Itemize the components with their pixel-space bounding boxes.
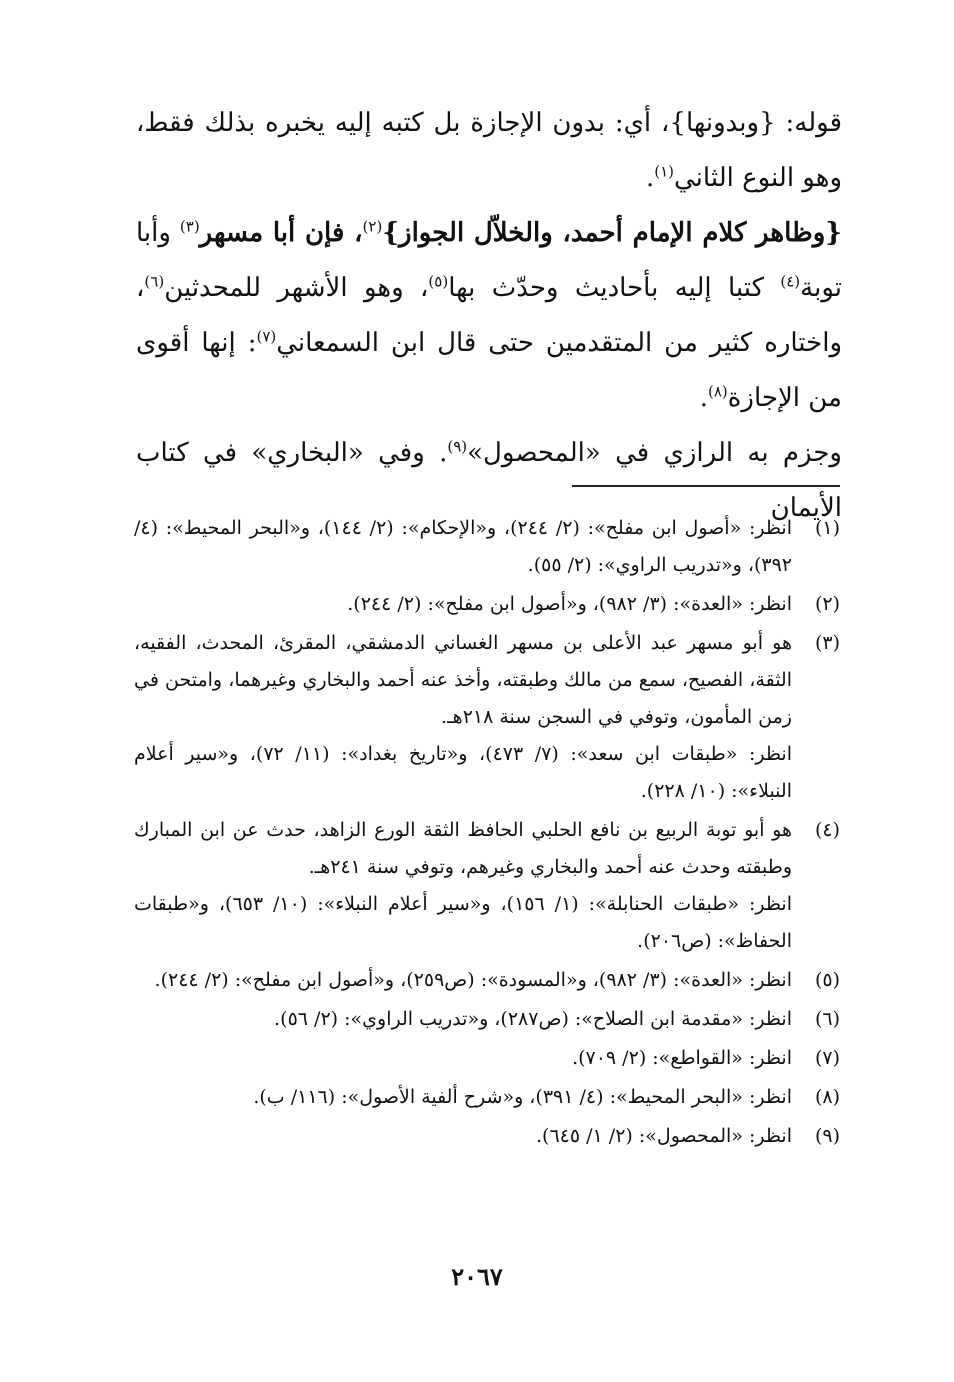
p2-d: ، وهو الأشهر للمحدثين	[164, 273, 429, 303]
footnote-number: (١)	[814, 517, 840, 539]
footnote-ref-8[interactable]: (٨)	[708, 382, 728, 401]
footnote-ref-4[interactable]: (٤)	[780, 272, 801, 291]
footnote-ref-7[interactable]: (٧)	[256, 327, 277, 346]
p2-f: : إنها أقوى من الإجازة	[136, 328, 842, 413]
footnote-item	[134, 1040, 840, 1077]
footnote-ref-2[interactable]: (٢)	[362, 217, 383, 236]
main-text	[136, 96, 842, 536]
footnote-number: (٩)	[814, 1125, 840, 1147]
footnote-number: (٣)	[814, 632, 840, 654]
footnote-item	[134, 1118, 840, 1155]
footnote-text: انظر: «العدة»: (٣/ ٩٨٢)، و«أصول ابن مفلح»: (٢/ ٢٤٤).	[347, 593, 792, 615]
footnote-item	[134, 625, 840, 810]
footnote-number: (٨)	[814, 1086, 840, 1108]
footnote-text: انظر: «البحر المحيط»: (٤/ ٣٩١)، و«شرح ألفية الأصول»: (١١٦/ ب).	[253, 1086, 792, 1108]
footnote-ref-3[interactable]: (٣)	[179, 217, 200, 236]
footnote-sources: انظر: «طبقات ابن سعد»: (٧/ ٤٧٣)، و«تاريخ بغداد»: (١١/ ٧٢)، و«سير أعلام النبلاء»: (١٠/ ٢٢٨).	[134, 743, 792, 802]
footnote-separator	[572, 485, 840, 487]
footnote-item	[134, 1079, 840, 1116]
p1-line1: قوله: {وبدونها}، أي: بدون الإجازة بل كتبه إليه يخبره بذلك فقط،	[136, 108, 842, 138]
p2-g: .	[699, 383, 708, 413]
p1-line2: وهو النوع الثاني	[674, 163, 842, 193]
footnote-text: انظر: «القواطع»: (٢/ ٧٠٩).	[572, 1047, 792, 1069]
footnote-sources: انظر: «طبقات الحنابلة»: (١/ ١٥٦)، و«سير أعلام النبلاء»: (١٠/ ٦٥٣)، و«طبقات الحفاظ»: (ص٢٠٦).	[134, 893, 792, 952]
footnote-number: (٦)	[814, 1008, 840, 1030]
paragraph-2	[136, 206, 842, 426]
footnote-text: هو أبو مسهر عبد الأعلى بن مسهر الغساني الدمشقي، المقرئ، المحدث، الفقيه، الثقة، الفصيح، سمع من مالك وطبقته، وأخذ عنه أحمد والبخاري وغيرهما، وامتحن في زمن المأمون، وتوفي في السجن سنة ٢١٨هـ.	[134, 632, 792, 728]
footnote-ref-5[interactable]: (٥)	[428, 272, 449, 291]
footnote-number: (٤)	[814, 819, 840, 841]
footnote-ref-1[interactable]: (١)	[654, 162, 675, 181]
footnotes	[134, 510, 840, 1157]
footnote-text: انظر: «العدة»: (٣/ ٩٨٢)، و«المسودة»: (ص٢٥٩)، و«أصول ابن مفلح»: (٢/ ٢٤٤).	[154, 969, 792, 991]
p2-c: كتبا إليه بأحاديث وحدّث بها	[448, 273, 781, 303]
footnote-item	[134, 586, 840, 623]
footnote-text: انظر: «مقدمة ابن الصلاح»: (ص٢٨٧)، و«تدريب الراوي»: (٢/ ٥٦).	[274, 1008, 792, 1030]
quoted-text: {وظاهر كلام الإمام أحمد، والخلاّل الجواز}	[382, 218, 843, 248]
footnote-text: هو أبو توبة الربيع بن نافع الحلبي الحافظ الثقة الورع الزاهد، حدث عن ابن المبارك وطبقته وحدث عنه أحمد والبخاري وغيرهم، وتوفي سنة ٢٤١هـ.	[134, 819, 792, 878]
page-number: ٢٠٦٧	[451, 1262, 503, 1291]
footnote-number: (٥)	[814, 969, 840, 991]
footnote-number: (٢)	[814, 593, 840, 615]
p2-b: وأبا توبة	[136, 218, 842, 303]
p2-a: ، فإن أبا مسهر	[199, 218, 363, 248]
footnote-number: (٧)	[814, 1047, 840, 1069]
footnote-item	[134, 962, 840, 999]
footnote-text: انظر: «المحصول»: (٢/ ١/ ٦٤٥).	[535, 1125, 792, 1147]
p2-e: ، واختاره كثير من المتقدمين حتى قال ابن السمعاني	[136, 273, 842, 358]
footnote-item	[134, 1001, 840, 1038]
p1-end: .	[645, 163, 655, 193]
footnote-ref-9[interactable]: (٩)	[447, 437, 468, 456]
paragraph-1	[136, 96, 842, 206]
footnote-ref-6[interactable]: (٦)	[144, 272, 165, 291]
footnote-item	[134, 812, 840, 960]
footnote-text: انظر: «أصول ابن مفلح»: (٢/ ٢٤٤)، و«الإحكام»: (٢/ ١٤٤)، و«البحر المحيط»: (٤/ ٣٩٢)، و«تدريب الراوي»: (٢/ ٥٥).	[134, 517, 792, 576]
footnote-item	[134, 510, 840, 584]
p3-b: . وفي «البخاري» في كتاب الأيمان	[136, 438, 842, 523]
p3-a: وجزم به الرازي في «المحصول»	[467, 438, 842, 468]
